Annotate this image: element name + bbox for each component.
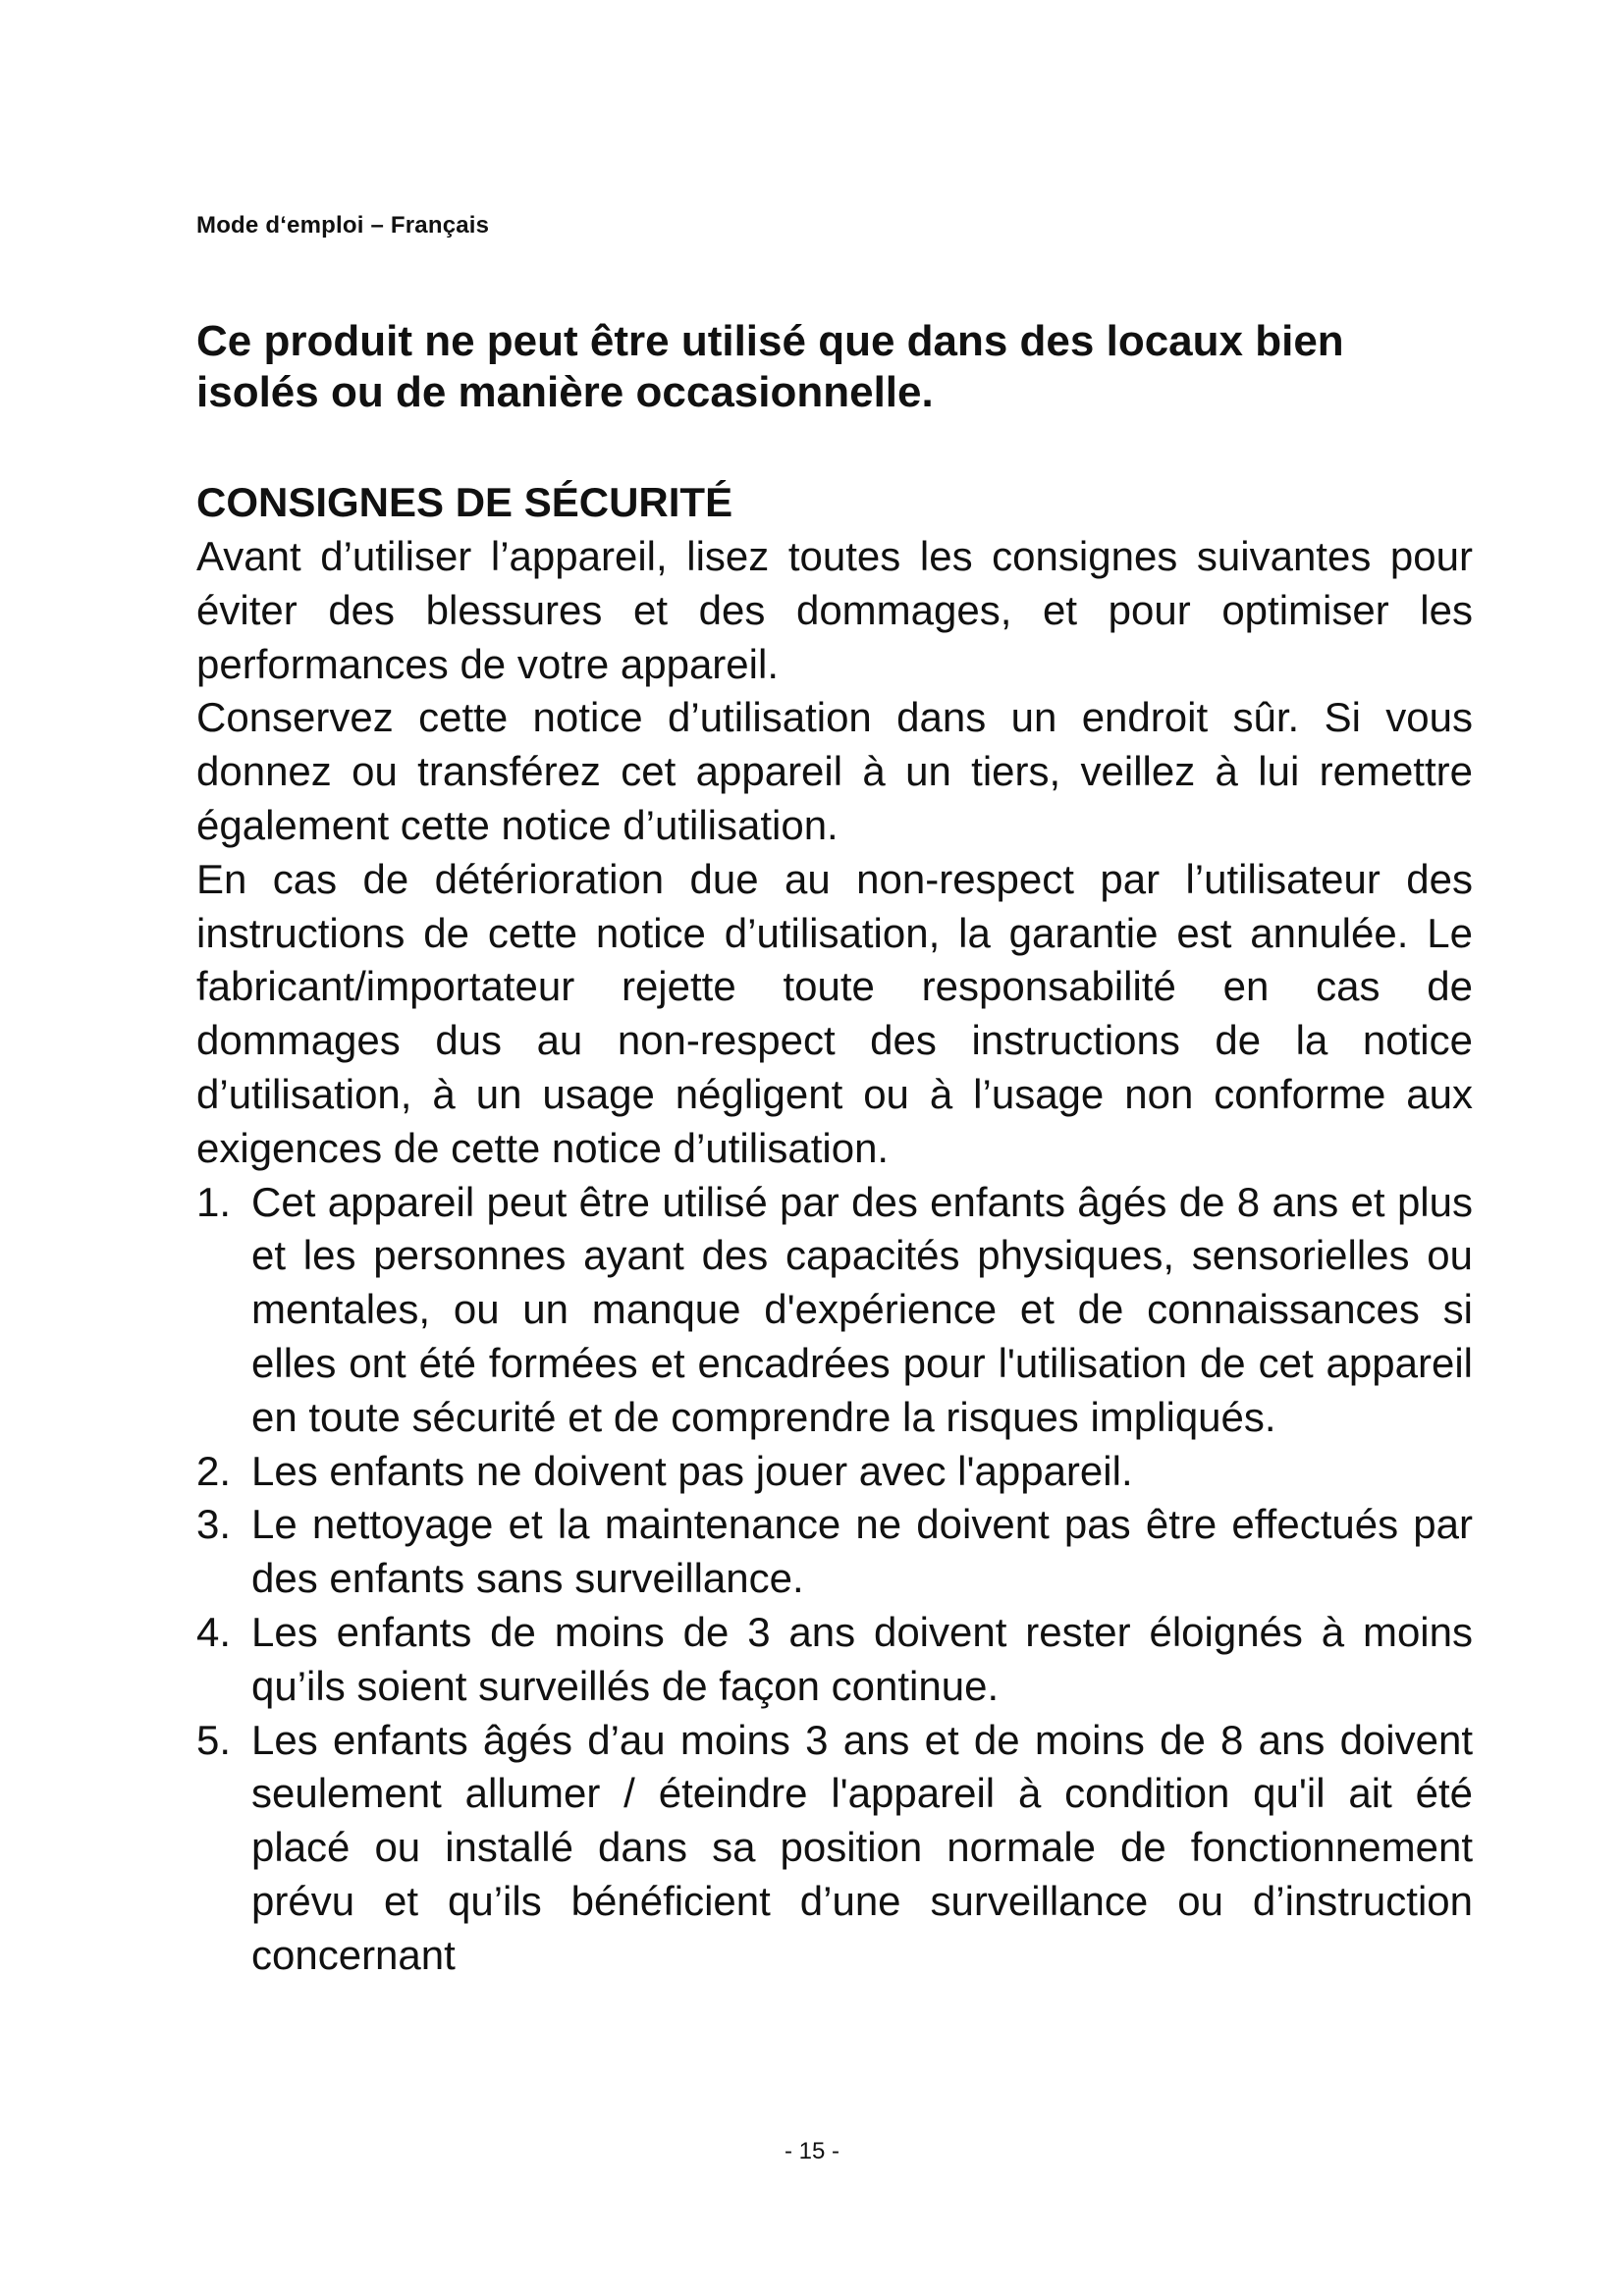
- running-header: Mode d‘emploi – Français: [196, 212, 490, 239]
- rule-number: 3.: [196, 1501, 232, 1548]
- rule-text: Les enfants ne doivent pas jouer avec l'appareil.: [251, 1447, 1133, 1494]
- rule-text: Le nettoyage et la maintenance ne doivent pas être effectués par des enfants sans surveillance.: [251, 1501, 1473, 1602]
- rule-number: 4.: [196, 1608, 232, 1655]
- safety-rule: [196, 1498, 1473, 1606]
- rule-text: Les enfants âgés d’au moins 3 ans et de moins de 8 ans doivent seulement allumer / éteindre l'appareil à condition qu'il ait été placé ou installé dans sa position normale de fonctionnement prévu et qu’ils bénéficient d’une surveillance ou d’instruction concernant: [251, 1716, 1473, 1978]
- intro-paragraph: En cas de détérioration due au non-respect par l’utilisateur des instructions de cette notice d’utilisation, la garantie est annulée. Le fabricant/importateur rejette toute responsabilité en cas de dommages dus au non-respect des instructions de la notice d’utilisation, à un usage négligent ou à l’usage non conforme aux exigences de cette notice d’utilisation.: [196, 855, 1473, 1171]
- rule-text: Les enfants de moins de 3 ans doivent rester éloignés à moins qu’ils soient surveillés de façon continue.: [251, 1608, 1473, 1709]
- intro-paragraphs: [196, 530, 1473, 1176]
- usage-warning: Ce produit ne peut être utilisé que dans des locaux bien isolés ou de manière occasionnelle.: [196, 317, 1344, 416]
- intro-paragraph: Conservez cette notice d’utilisation dans un endroit sûr. Si vous donnez ou transférez cet appareil à un tiers, veillez à lui remettre également cette notice d’utilisation.: [196, 694, 1473, 848]
- safety-body: [196, 530, 1473, 1983]
- intro-paragraph: Avant d’utiliser l’appareil, lisez toutes les consignes suivantes pour éviter des blessures et des dommages, et pour optimiser les performances de votre appareil.: [196, 533, 1473, 687]
- rule-number: 2.: [196, 1447, 232, 1494]
- safety-rule: [196, 1176, 1473, 1445]
- safety-rule: [196, 1714, 1473, 1983]
- safety-rule: [196, 1445, 1473, 1499]
- page-number: - 15 -: [784, 2138, 839, 2164]
- rule-text: Cet appareil peut être utilisé par des enfants âgés de 8 ans et plus et les personnes ayant des capacités physiques, sensorielles ou mentales, ou un manque d'expérience et de connaissances si elles ont été formées et encadrées pour l'utilisation de cet appareil en toute sécurité et de comprendre la risques impliqués.: [251, 1178, 1473, 1440]
- rule-number: 5.: [196, 1716, 232, 1763]
- safety-rules-list: [196, 1176, 1473, 1983]
- rule-number: 1.: [196, 1178, 232, 1225]
- safety-rule: [196, 1606, 1473, 1714]
- section-title: CONSIGNES DE SÉCURITÉ: [196, 479, 733, 525]
